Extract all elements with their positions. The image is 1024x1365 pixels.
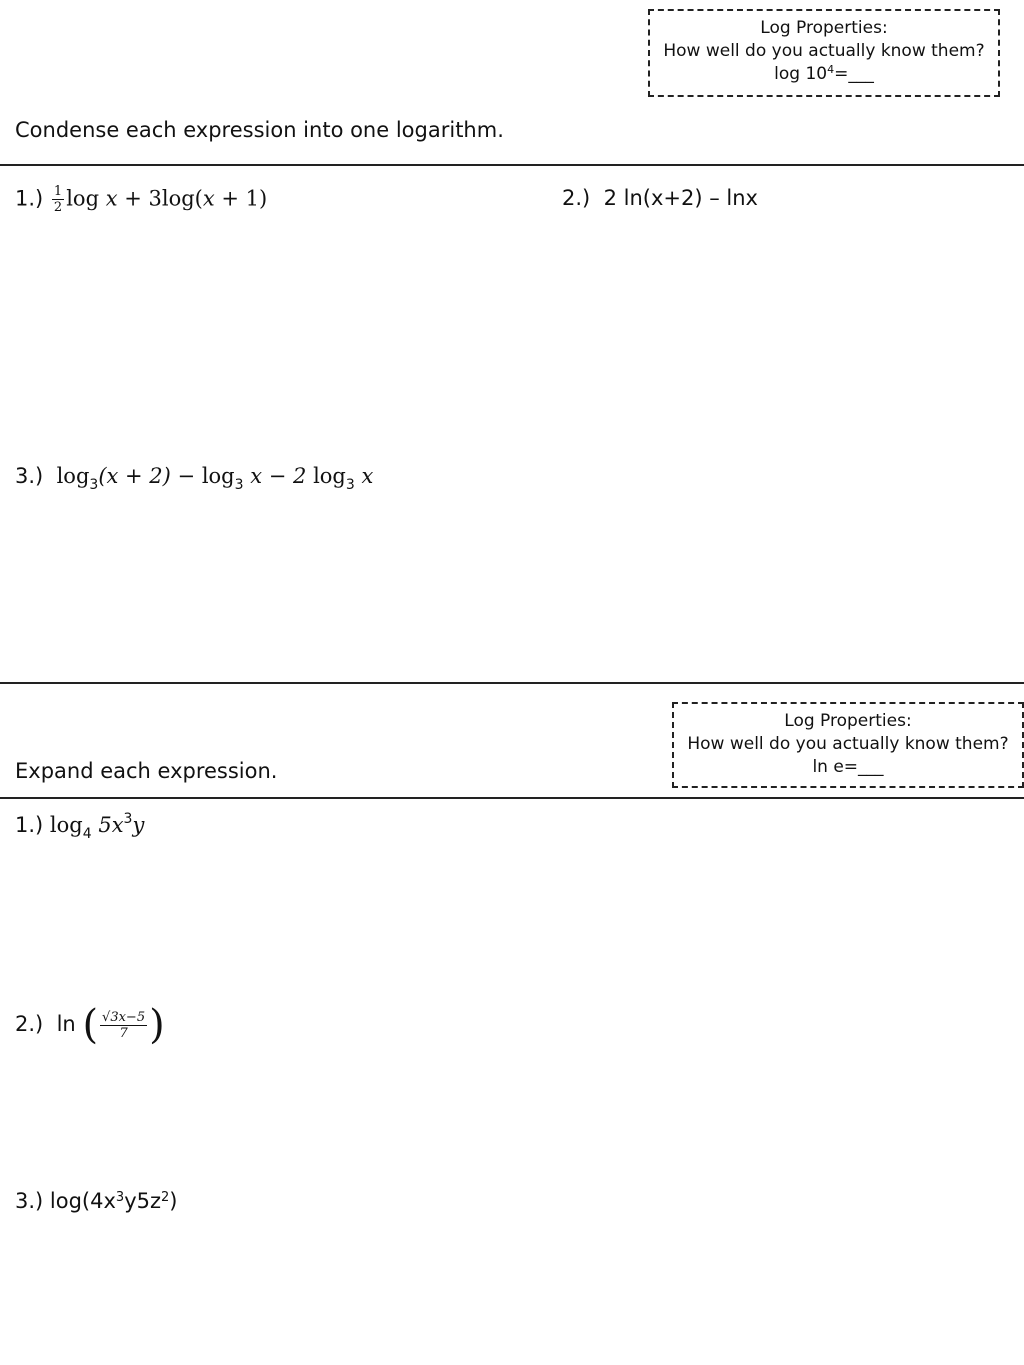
fraction-radical: $\frac{√3x-5}{7}$	[102, 1009, 146, 1041]
divider-section	[0, 682, 1024, 684]
expand-problem-3: 3.) $\log(4x^3y5z^2)$	[15, 1189, 178, 1213]
note-question: How well do you actually know them?	[663, 41, 985, 61]
condense-problem-1: 1.) $\frac{1}{2}$ log x + 3log(x + 1)	[15, 184, 268, 215]
divider-expand	[0, 797, 1024, 799]
note-question: How well do you actually know them?	[687, 734, 1009, 754]
condense-heading: Condense each expression into one logarithm.	[15, 118, 504, 142]
note-prompt: $\log 10^4=\_\_\_$	[774, 63, 874, 84]
note-box-bottom	[672, 702, 1024, 788]
note-prompt: ln e=___	[812, 757, 884, 777]
expand-problem-1: 1.) $\log_4 5x^3y$	[15, 811, 145, 842]
expand-problem-2: 2.) ln ( $\frac{√3x-5}{7}$ )	[15, 1002, 165, 1048]
expand-heading: Expand each expression.	[15, 759, 278, 783]
note-title: Log Properties:	[760, 18, 888, 38]
condense-problem-3: 3.) $\log_3(x + 2) - \log_3 x - 2$ $\log_3 x$	[15, 464, 374, 493]
divider-condense	[0, 164, 1024, 166]
note-box-top	[648, 9, 1000, 97]
condense-problem-2: 2.) 2 ln(x+2) – lnx	[562, 186, 758, 210]
note-title: Log Properties:	[784, 711, 912, 731]
fraction-one-half: $\frac{1}{2}$	[53, 184, 63, 215]
